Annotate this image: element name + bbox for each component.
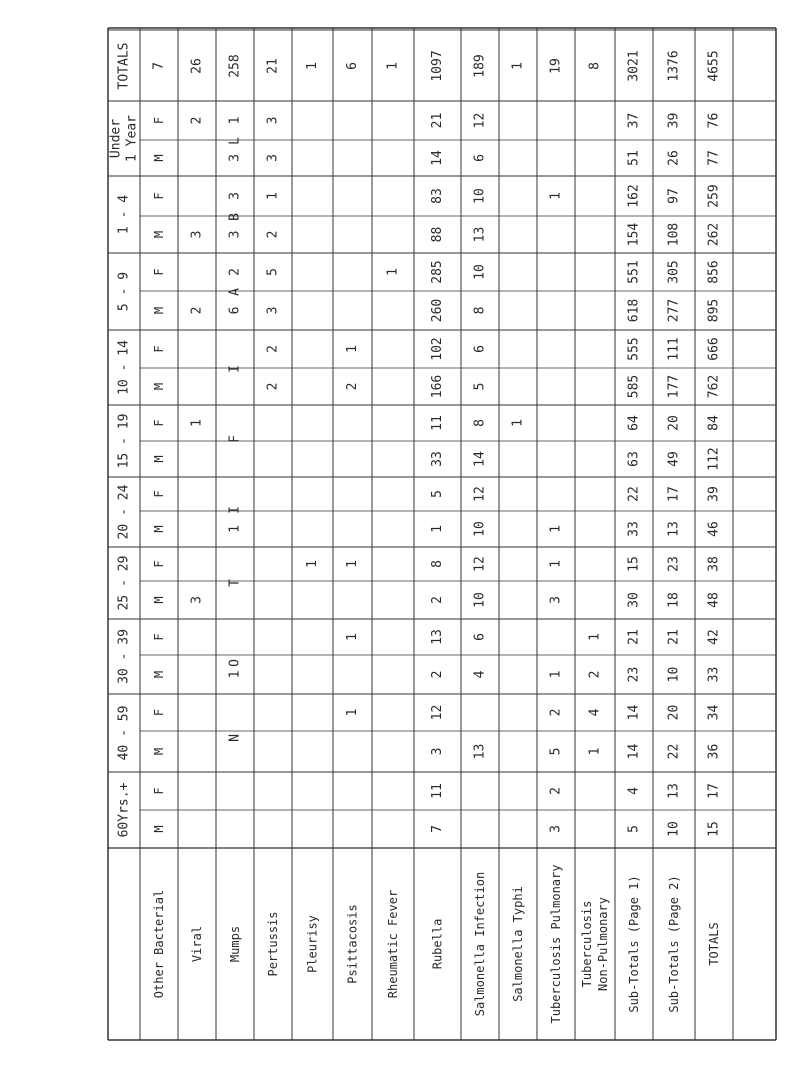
age-group-header: 5 - 9 <box>116 271 132 312</box>
table-cell: 102 <box>430 337 445 361</box>
table-cell: 4 <box>626 787 642 795</box>
table-cell: 2 <box>189 306 205 315</box>
table-cell: 551 <box>626 260 642 284</box>
table-cell: 585 <box>626 374 642 399</box>
sex-header-female: F <box>152 787 166 795</box>
table-cell: 2 <box>430 670 445 679</box>
table-cell: 177 <box>666 374 682 399</box>
table-cell: 3 <box>227 230 243 239</box>
table-cell: 34 <box>706 704 722 721</box>
table-cell: 1 <box>548 560 564 568</box>
table-cell: 8 <box>472 419 488 427</box>
row-label: Sub-Totals (Page 1) <box>627 875 641 1013</box>
table-cell: 2 <box>548 708 564 717</box>
table-cell: 22 <box>626 486 642 502</box>
table-cell: 1 <box>385 268 401 276</box>
table-cell: 618 <box>626 298 642 323</box>
table-cell: 5 <box>548 747 564 756</box>
sex-header-female: F <box>152 633 166 641</box>
table-cell: 30 <box>626 592 642 608</box>
row-label: Mumps <box>228 925 242 963</box>
table-cell: 6 <box>472 345 488 353</box>
table-cell: 33 <box>706 666 722 683</box>
vertical-note-letter: N <box>227 734 243 742</box>
age-group-header: 10 - 14 <box>116 340 132 395</box>
table-cell: 1 <box>587 747 603 756</box>
table-cell: 11 <box>430 415 445 431</box>
table-cell: 64 <box>626 415 642 431</box>
table-cell: 2 <box>587 670 603 679</box>
table-cell: 21 <box>430 112 445 129</box>
table-cell: 162 <box>626 184 642 208</box>
table-cell: 1 <box>345 633 360 641</box>
vertical-note-letter: I <box>227 365 243 373</box>
table-cell: 1 <box>548 192 564 200</box>
table-cell: 1 <box>548 525 564 533</box>
table-cell: 3 <box>189 596 205 604</box>
table-cell: 305 <box>666 260 682 284</box>
vertical-note-letter: F <box>227 435 243 443</box>
table-cell: 14 <box>472 451 488 467</box>
sex-header-male: M <box>152 306 166 315</box>
table-cell: 259 <box>706 184 722 208</box>
table-cell: 1 <box>189 419 205 427</box>
table-cell: 1 <box>345 560 360 568</box>
table-cell: 21 <box>666 629 682 645</box>
table-cell: 33 <box>626 521 642 537</box>
table-cell: 3 <box>265 154 281 162</box>
table-cell: 1 <box>265 192 281 200</box>
table-cell: 1 <box>227 525 243 533</box>
table-cell: 17 <box>666 486 682 502</box>
table-cell: 10 <box>666 821 682 837</box>
table-cell: 7 <box>430 825 445 833</box>
row-label: Salmonella Infection <box>473 871 487 1017</box>
table-cell: 13 <box>472 226 488 243</box>
table-cell: 2 <box>430 596 445 604</box>
row-total: 8 <box>587 62 603 70</box>
table-cell: 39 <box>666 112 682 129</box>
table-cell: 84 <box>706 415 722 431</box>
table-cell: 10 <box>666 666 682 683</box>
table-cell: 6 <box>227 306 243 315</box>
table-cell: 277 <box>666 298 682 323</box>
table-cell: 23 <box>626 666 642 683</box>
table-cell: 15 <box>706 821 722 837</box>
table-cell: 88 <box>430 226 445 243</box>
vertical-note-letter: B <box>227 213 243 221</box>
row-label: TOTALS <box>707 922 721 966</box>
table-cell: 13 <box>472 743 488 760</box>
row-label: Sub-Totals (Page 2) <box>667 875 681 1013</box>
row-total: 258 <box>227 54 243 78</box>
table-cell: 3 <box>227 192 243 200</box>
table-cell: 1 <box>345 708 360 717</box>
sex-header-male: M <box>152 596 166 604</box>
table-cell: 111 <box>666 337 682 361</box>
table-cell: 12 <box>472 556 488 572</box>
table-cell: 5 <box>626 825 642 833</box>
table-cell: 856 <box>706 260 722 284</box>
table-cell: 260 <box>430 298 445 323</box>
table-cell: 4 <box>472 670 488 679</box>
table-cell: 14 <box>626 704 642 721</box>
table-cell: 666 <box>706 337 722 361</box>
table-cell: 48 <box>706 592 722 608</box>
table-cell: 33 <box>430 451 445 467</box>
table-cell: 895 <box>706 298 722 323</box>
table-cell: 97 <box>666 188 682 204</box>
table-cell: 23 <box>666 556 682 572</box>
age-group-header: 40 - 59 <box>116 705 132 761</box>
row-label: Viral <box>190 925 204 963</box>
table-cell: 4 <box>587 708 603 717</box>
vertical-note-letter: A <box>227 288 243 296</box>
row-label: Pertussis <box>266 911 280 977</box>
row-total: 1097 <box>430 50 445 82</box>
table-cell: 63 <box>626 451 642 467</box>
table-cell: 17 <box>706 783 722 799</box>
table-cell: 1 <box>430 525 445 533</box>
sex-header-male: M <box>152 825 166 833</box>
sex-header-female: F <box>152 192 166 200</box>
row-label: Psittacosis <box>345 904 360 984</box>
table-cell: 285 <box>430 260 445 284</box>
table-cell: 51 <box>626 150 642 166</box>
table-cell: 262 <box>706 222 722 247</box>
row-total: 189 <box>472 54 488 78</box>
row-total: 7 <box>151 62 167 70</box>
sex-header-male: M <box>152 230 166 239</box>
row-label: Rheumatic Fever <box>386 889 400 999</box>
table-cell: 20 <box>666 704 682 721</box>
row-total: 3021 <box>626 50 642 82</box>
table-cell: 10 <box>472 188 488 204</box>
sex-header-male: M <box>152 525 166 533</box>
table-cell: 42 <box>706 629 722 645</box>
table-cell: 5 <box>430 490 445 498</box>
table-cell: 2 <box>189 116 205 125</box>
sex-header-female: F <box>152 345 166 353</box>
table-cell: 10 <box>472 264 488 280</box>
table-cell: 3 <box>548 596 564 604</box>
age-group-header: 1 - 4 <box>116 194 132 235</box>
sex-header-female: F <box>152 116 166 125</box>
table-cell: 2 <box>265 345 281 353</box>
table-cell: 6 <box>472 154 488 162</box>
sex-header-male: M <box>152 154 166 162</box>
table-cell: 8 <box>430 560 445 568</box>
age-group-header: 30 - 39 <box>116 629 132 684</box>
table-cell: 1 <box>587 633 603 641</box>
row-label: Tuberculosis Pulmonary <box>549 864 563 1024</box>
table-cell: 14 <box>626 743 642 760</box>
vertical-note-letter: O <box>227 659 243 667</box>
table-cell: 22 <box>666 743 682 760</box>
row-total: 1 <box>305 62 320 70</box>
table-cell: 3 <box>265 116 281 125</box>
row-total: 1 <box>510 62 526 70</box>
table-cell: 13 <box>666 783 682 799</box>
table-cell: 11 <box>430 783 445 799</box>
table-cell: 6 <box>472 633 488 641</box>
table-cell: 36 <box>706 743 722 760</box>
age-group-header: 20 - 24 <box>116 484 132 540</box>
row-total: 21 <box>265 58 281 74</box>
table-cell: 49 <box>666 451 682 467</box>
sex-header-male: M <box>152 382 166 391</box>
table-cell: 10 <box>472 592 488 608</box>
table-cell: 13 <box>430 629 445 645</box>
table-cell: 555 <box>626 337 642 361</box>
table-cell: 5 <box>265 268 281 276</box>
table-cell: 3 <box>227 154 243 162</box>
row-label: Non-Pulmonary <box>596 897 610 991</box>
sex-header-female: F <box>152 708 166 717</box>
age-group-header: Under <box>108 118 124 159</box>
table-cell: 2 <box>227 268 243 276</box>
row-total: 1376 <box>666 50 682 82</box>
age-group-header: 1 Year <box>124 115 140 162</box>
age-group-header: 15 - 19 <box>116 413 132 469</box>
table-cell: 3 <box>265 306 281 315</box>
table-cell: 1 <box>227 116 243 125</box>
table-cell: 1 <box>548 670 564 679</box>
row-total: 4655 <box>706 50 722 82</box>
row-total: 6 <box>345 62 360 70</box>
table-cell: 12 <box>472 486 488 502</box>
table-cell: 12 <box>472 112 488 129</box>
row-label: Rubella <box>430 918 445 970</box>
table-cell: 20 <box>666 415 682 431</box>
sex-header-female: F <box>152 490 166 498</box>
table-cell: 15 <box>626 556 642 572</box>
table-cell: 762 <box>706 374 722 399</box>
table-cell: 108 <box>666 222 682 247</box>
table-cell: 154 <box>626 222 642 247</box>
age-group-header: 25 - 29 <box>116 555 132 611</box>
table-cell: 5 <box>472 382 488 391</box>
table-cell: 3 <box>189 230 205 239</box>
table-cell: 12 <box>430 704 445 721</box>
table-cell: 37 <box>626 112 642 129</box>
table-cell: 46 <box>706 521 722 537</box>
table-cell: 76 <box>706 112 722 129</box>
table-cell: 14 <box>430 150 445 166</box>
sex-header-male: M <box>152 670 166 679</box>
table-cell: 10 <box>472 521 488 537</box>
table-cell: 1 <box>510 419 526 427</box>
sex-header-female: F <box>152 268 166 276</box>
table-cell: 8 <box>472 306 488 315</box>
vertical-note-letter: I <box>227 506 243 514</box>
row-total: 19 <box>548 58 564 74</box>
table-cell: 38 <box>706 556 722 572</box>
row-label: Pleurisy <box>305 915 320 973</box>
row-total: 1 <box>385 62 401 70</box>
table-cell: 39 <box>706 486 722 502</box>
table-cell: 18 <box>666 592 682 608</box>
table-cell: 2 <box>265 230 281 239</box>
row-label: Other Bacterial <box>152 889 166 999</box>
table-cell: 13 <box>666 521 682 537</box>
sex-header-female: F <box>152 560 166 568</box>
sex-header-male: M <box>152 747 166 756</box>
table-cell: 112 <box>706 447 722 471</box>
table-cell: 2 <box>345 382 360 391</box>
vertical-note-letter: L <box>227 137 243 145</box>
row-total: 26 <box>189 58 205 74</box>
age-group-header: 60Yrs.+ <box>116 782 132 838</box>
sex-header-male: M <box>152 455 166 463</box>
table-cell: 3 <box>548 825 564 833</box>
vertical-note-letter: T <box>227 579 243 587</box>
sex-header-female: F <box>152 419 166 427</box>
table-cell: 1 <box>227 670 243 679</box>
table-cell: 21 <box>626 629 642 645</box>
table-cell: 2 <box>548 787 564 795</box>
row-label: Tuberculosis <box>580 900 594 988</box>
table-cell: 1 <box>305 560 320 568</box>
table-cell: 83 <box>430 188 445 204</box>
totals-header: TOTALS <box>116 42 132 90</box>
table-cell: 166 <box>430 374 445 399</box>
table-cell: 26 <box>666 150 682 166</box>
table-cell: 1 <box>345 345 360 353</box>
row-label: Salmonella Typhi <box>511 886 525 1002</box>
table-cell: 77 <box>706 150 722 166</box>
table-cell: 2 <box>265 382 281 391</box>
table-cell: 3 <box>430 747 445 756</box>
